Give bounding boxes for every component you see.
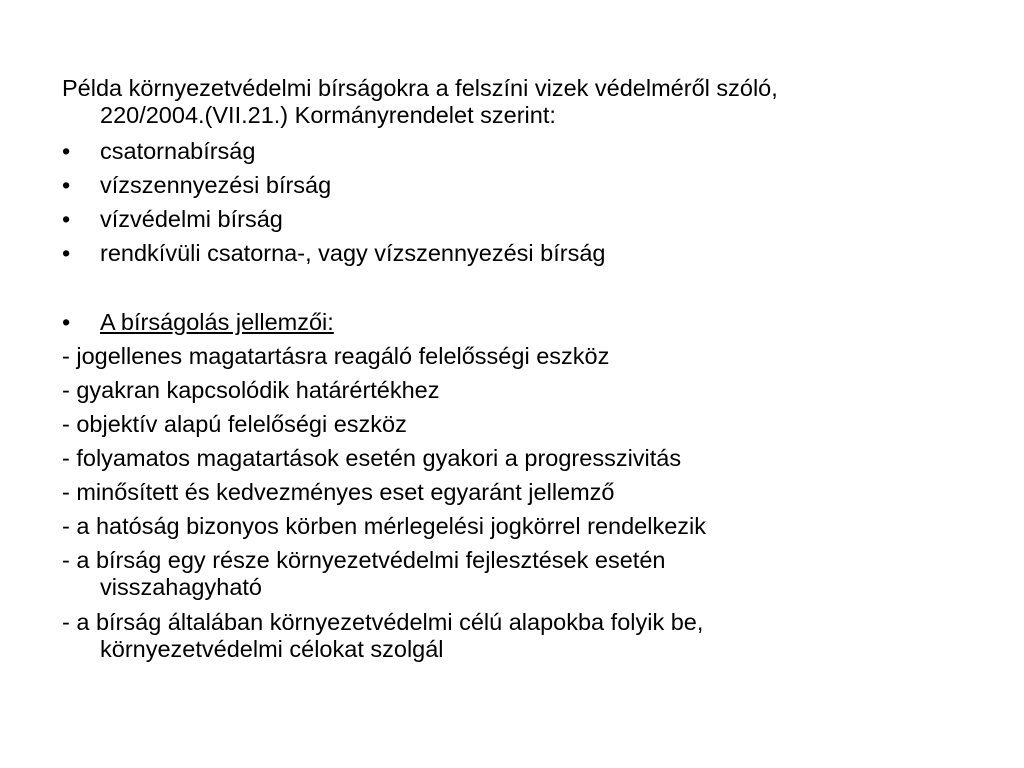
feature-item: - minősített és kedvezményes eset egyaránt jellemző xyxy=(62,479,615,505)
bullet-icon: • xyxy=(62,309,71,335)
feature-item: - a bírság egy része környezetvédelmi fejlesztések esetén xyxy=(62,547,666,573)
feature-item-continuation: visszahagyható xyxy=(100,574,262,600)
bullet-icon: • xyxy=(62,240,71,266)
features-heading: A bírságolás jellemzői: xyxy=(100,309,334,335)
feature-item-continuation: környezetvédelmi célokat szolgál xyxy=(100,636,444,662)
list-item-text: rendkívüli csatorna-, vagy vízszennyezési bírság xyxy=(100,240,606,266)
feature-item: - objektív alapú felelőségi eszköz xyxy=(62,411,407,437)
feature-item: - jogellenes magatartásra reagáló felelősségi eszköz xyxy=(62,343,610,369)
feature-item: - folyamatos magatartások esetén gyakori a progresszivitás xyxy=(62,445,682,471)
bullet-icon: • xyxy=(62,138,71,164)
feature-item: - gyakran kapcsolódik határértékhez xyxy=(62,377,440,403)
intro-text-line-2: 220/2004.(VII.21.) Kormányrendelet szerint: xyxy=(100,102,556,128)
intro-text-line-1: Példa környezetvédelmi bírságokra a felszíni vizek védelméről szóló, xyxy=(62,75,778,101)
list-item-text: csatornabírság xyxy=(100,138,256,164)
list-item-text: vízvédelmi bírság xyxy=(100,206,283,232)
feature-item: - a bírság általában környezetvédelmi célú alapokba folyik be, xyxy=(62,609,704,635)
feature-item: - a hatóság bizonyos körben mérlegelési jogkörrel rendelkezik xyxy=(62,513,706,539)
bullet-icon: • xyxy=(62,172,71,198)
list-item-text: vízszennyezési bírság xyxy=(100,172,332,198)
bullet-icon: • xyxy=(62,206,71,232)
